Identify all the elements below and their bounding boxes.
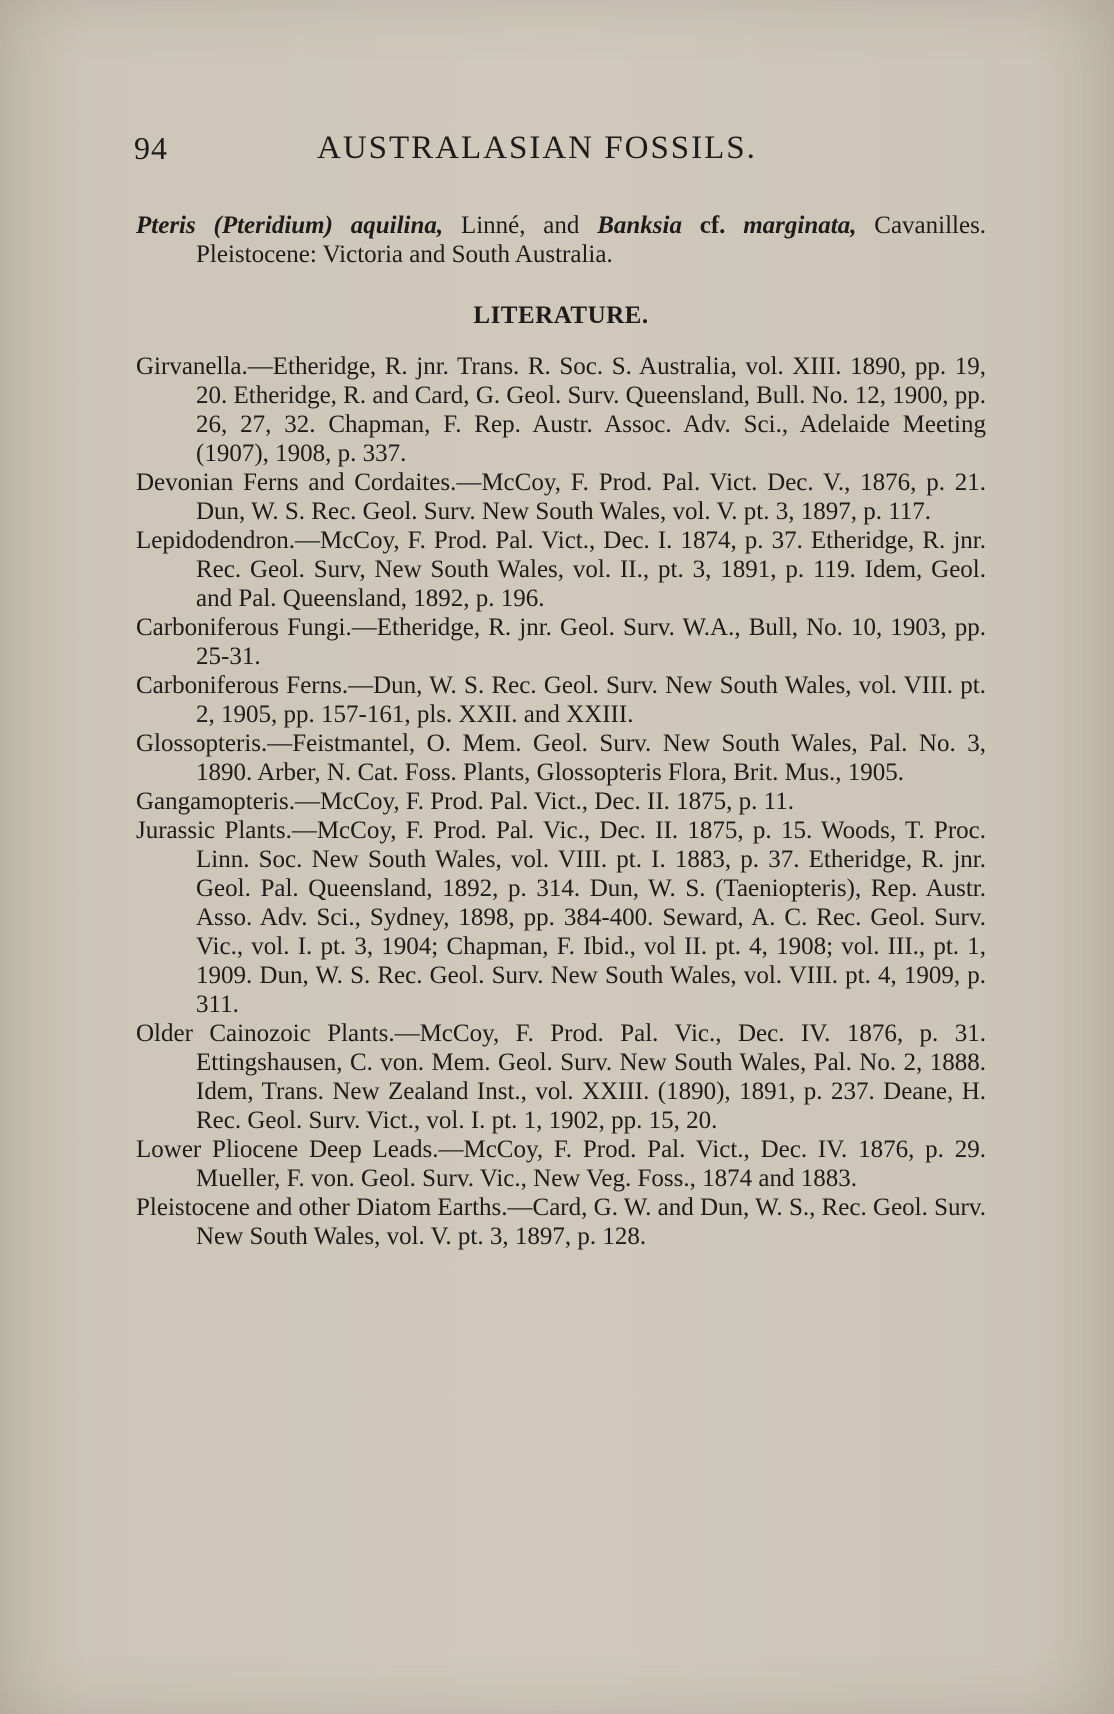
literature-entry-carboniferous-fungi: Carboniferous Fungi.—Etheridge, R. jnr. Geol. Surv. W.A., Bull, No. 10, 1903, pp. 25-31. bbox=[136, 614, 986, 670]
literature-entry-pleistocene-diatom: Pleistocene and other Diatom Earths.—Card, G. W. and Dun, W. S., Rec. Geol. Surv. New South Wales, vol. V. pt. 3, 1897, p. 128. bbox=[136, 1194, 986, 1250]
intro-rest: Cavanilles. Pleistocene: Victoria and South Australia. bbox=[196, 212, 987, 268]
genus-pteris: Pteris bbox=[136, 212, 196, 239]
author-linne: Linné, and bbox=[460, 212, 580, 239]
literature-heading: LITERATURE. bbox=[473, 302, 649, 329]
literature-entry-gangamopteris: Gangamopteris.—McCoy, F. Prod. Pal. Vict., Dec. II. 1875, p. 11. bbox=[136, 788, 794, 815]
subgenus-pteridium: (Pteridium) bbox=[213, 212, 333, 239]
literature-entry-lepidodendron: Lepidodendron.—McCoy, F. Prod. Pal. Vict., Dec. I. 1874, p. 37. Etheridge, R. jnr. Rec. Geol. Surv, New South Wales, vol. II., pt. 3, 1891, p. 119. Idem, Geol. and Pal. Queensland, 1892, p. 196. bbox=[136, 527, 986, 612]
page-number: 94 bbox=[134, 130, 168, 166]
literature-entry-older-cainozoic: Older Cainozoic Plants.—McCoy, F. Prod. Pal. Vic., Dec. IV. 1876, p. 31. Ettingshausen, C. von. Mem. Geol. Surv. New South Wales, Pal. No. 2, 1888. Idem, Trans. New Zealand Inst., vol. XXIII. (1890), 1891, p. 237. Deane, H. Rec. Geol. Surv. Vict., vol. I. pt. 1, 1902, pp. 15, 20. bbox=[136, 1020, 986, 1134]
running-title: AUSTRALASIAN FOSSILS. bbox=[317, 130, 757, 166]
cf-abbrev: cf. bbox=[699, 212, 726, 239]
literature-entry-lower-pliocene: Lower Pliocene Deep Leads.—McCoy, F. Prod. Pal. Vict., Dec. IV. 1876, p. 29. Mueller, F. von. Geol. Surv. Vic., New Veg. Foss., 1874 and 1883. bbox=[136, 1136, 986, 1192]
species-marginata: marginata, bbox=[743, 212, 857, 239]
genus-banksia: Banksia bbox=[597, 212, 682, 239]
literature-entry-devonian-ferns: Devonian Ferns and Cordaites.—McCoy, F. Prod. Pal. Vict. Dec. V., 1876, p. 21. Dun, W. S. Rec. Geol. Surv. New South Wales, vol. V. pt. 3, 1897, p. 117. bbox=[136, 469, 986, 525]
literature-entry-girvanella: Girvanella.—Etheridge, R. jnr. Trans. R. Soc. S. Australia, vol. XIII. 1890, pp. 19, 20. Etheridge, R. and Card, G. Geol. Surv. Queensland, Bull. No. 12, 1900, pp. 26, 27, 32. Chapman, F. Rep. Austr. Assoc. Adv. Sci., Adelaide Meeting (1907), 1908, p. 337. bbox=[136, 353, 986, 467]
page-header bbox=[134, 130, 814, 180]
literature-list bbox=[136, 352, 986, 1251]
literature-entry-jurassic-plants: Jurassic Plants.—McCoy, F. Prod. Pal. Vic., Dec. II. 1875, p. 15. Woods, T. Proc. Linn. Soc. New South Wales, vol. VIII. pt. I. 1883, p. 37. Etheridge, R. jnr. Geol. Pal. Queensland, 1892, p. 314. Dun, W. S. (Taeniopteris), Rep. Austr. Asso. Adv. Sci., Sydney, 1898, pp. 384-400. Seward, A. C. Rec. Geol. Surv. Vic., vol. I. pt. 3, 1904; Chapman, F. Ibid., vol II. pt. 4, 1908; vol. III., pt. 1, 1909. Dun, W. S. Rec. Geol. Surv. New South Wales, vol. VIII. pt. 4, 1909, p. 311. bbox=[136, 817, 986, 1018]
page-content bbox=[136, 211, 986, 1251]
species-aquilina: aquilina, bbox=[350, 212, 444, 239]
literature-entry-glossopteris: Glossopteris.—Feistmantel, O. Mem. Geol. Surv. New South Wales, Pal. No. 3, 1890. Arber, N. Cat. Foss. Plants, Glossopteris Flora, Brit. Mus., 1905. bbox=[136, 730, 986, 786]
intro-paragraph bbox=[136, 211, 986, 269]
literature-entry-carboniferous-ferns: Carboniferous Ferns.—Dun, W. S. Rec. Geol. Surv. New South Wales, vol. VIII. pt. 2, 1905, pp. 157-161, pls. XXII. and XXIII. bbox=[136, 672, 986, 728]
